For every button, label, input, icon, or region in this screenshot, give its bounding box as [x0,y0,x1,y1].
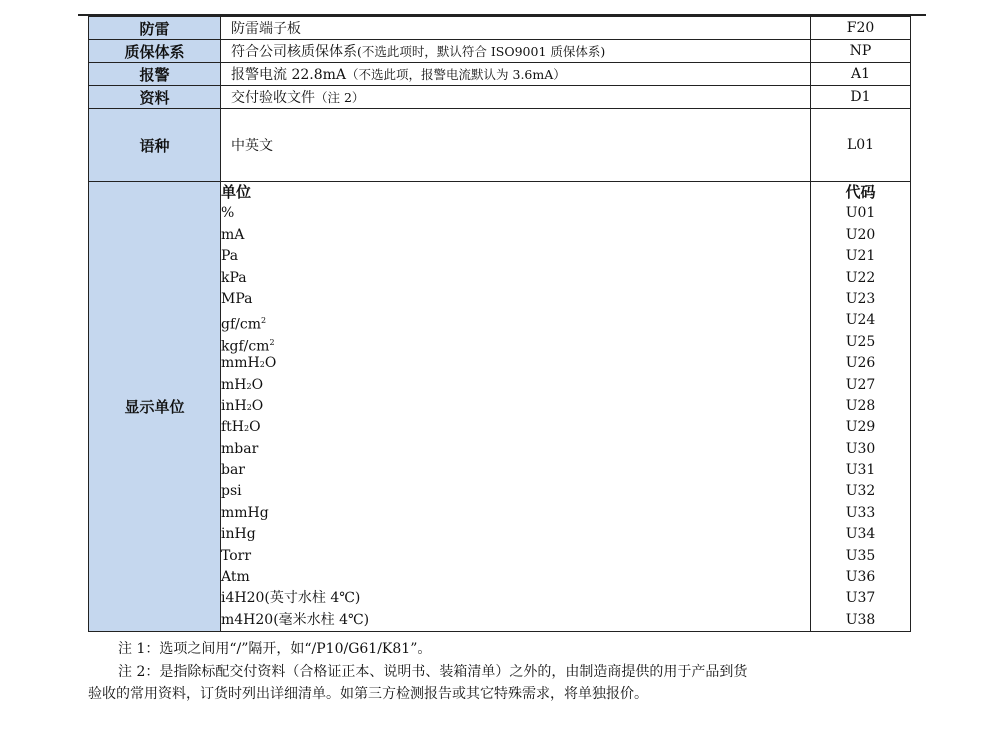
desc-note: （注 2） [315,90,365,105]
unit-code: U24 [845,312,876,329]
unit-item: i4H20(英寸水柱 4℃) [221,590,361,607]
unit-item: m4H20(毫米水柱 4℃) [221,611,370,628]
code-list [811,182,911,632]
unit-code: U21 [845,248,876,265]
unit-code: U27 [845,376,876,393]
row-label: 防雷 [89,17,221,40]
code-column-header: 代码 [845,183,876,201]
unit-items [221,203,810,631]
unit-tail: O [249,419,261,436]
unit-subscript: 2 [259,360,265,370]
unit-tail: O [251,376,264,393]
unit-code: U38 [845,611,876,628]
unit-item: inHg [221,526,256,543]
unit-base: gf/cm [221,317,261,333]
unit-item: MPa [221,290,253,307]
unit-subscript: 2 [246,402,252,412]
row-code: A1 [811,63,911,86]
table-row-alarm [89,63,911,86]
unit-item [221,310,810,331]
unit-item: mbar [221,440,259,457]
footnotes [88,638,928,706]
unit-code: U26 [845,355,876,372]
unit-item: bar [221,462,246,479]
unit-item: mA [221,226,245,243]
row-description [221,63,811,86]
unit-base: ftH [221,419,245,436]
unit-list [221,182,811,632]
desc-main: 报警电流 22.8mA [231,67,347,83]
unit-code: U01 [845,205,876,222]
unit-item: Pa [221,248,239,265]
unit-item: mmHg [221,504,269,521]
unit-base: inH [221,397,247,414]
desc-note: (不选此项时，默认符合 ISO9001 质保体系) [357,44,606,59]
unit-code: U32 [845,483,876,500]
unit-code: U30 [845,440,876,457]
unit-code: U36 [845,569,876,586]
code-items [811,203,910,631]
unit-item: psi [221,483,242,500]
desc-note: （不选此项，报警电流默认为 3.6mA） [346,67,566,82]
unit-superscript: 2 [269,337,275,347]
unit-subscript: 2 [244,424,250,434]
row-label: 质保体系 [89,40,221,63]
unit-subscript: 2 [246,381,252,391]
note-1: 注 1：选项之间用“/”隔开，如“/P10/G61/K81”。 [118,641,432,657]
table-row-quality [89,40,911,63]
unit-code: U25 [845,333,876,350]
desc-main: 符合公司核质保体系 [231,44,357,60]
unit-item [221,396,810,417]
note-2-line-2: 验收的常用资料，订货时列出详细清单。如第三方检测报告或其它特殊需求，将单独报价。 [88,686,648,702]
row-label: 语种 [89,109,221,182]
unit-code: U37 [845,590,876,607]
unit-code: U35 [845,547,876,564]
unit-item: Torr [221,547,252,564]
unit-item [221,353,810,374]
unit-item: Atm [221,569,250,586]
unit-code: U20 [845,226,876,243]
unit-code: U22 [845,269,876,286]
unit-tail: O [264,355,277,372]
unit-superscript: 2 [260,316,267,326]
unit-item [221,332,810,353]
unit-item: % [221,205,235,222]
row-label: 报警 [89,63,221,86]
row-label: 显示单位 [89,182,221,632]
row-code: D1 [811,86,911,109]
unit-column-header: 单位 [221,183,252,201]
row-label: 资料 [89,86,221,109]
unit-code: U34 [845,526,876,543]
row-code: F20 [811,17,911,40]
row-description: 防雷端子板 [221,17,811,40]
table-row-lightning [89,17,911,40]
row-code: NP [811,40,911,63]
table-row-language [89,109,911,182]
row-description [221,40,811,63]
unit-item [221,375,810,396]
note-2-line-1: 注 2：是指除标配交付资料（合格证正本、说明书、装箱清单）之外的，由制造商提供的用于产品到货 [118,663,748,680]
unit-item: kPa [221,269,247,286]
table-row-display-units [89,182,911,632]
row-description [221,86,811,109]
desc-main: 交付验收文件 [231,90,315,106]
unit-base: kgf/cm [221,338,270,355]
unit-item [221,417,810,438]
unit-code: U33 [845,504,876,521]
unit-base: mH [221,376,247,393]
unit-code: U29 [845,419,876,436]
row-code: L01 [811,109,911,182]
unit-code: U23 [845,290,876,307]
unit-tail: O [251,397,264,414]
unit-base: mmH [221,355,260,372]
unit-code: U31 [845,462,876,479]
row-description: 中英文 [221,109,811,182]
table-row-docs [89,86,911,109]
unit-code: U28 [845,397,876,414]
spec-table [88,16,911,632]
